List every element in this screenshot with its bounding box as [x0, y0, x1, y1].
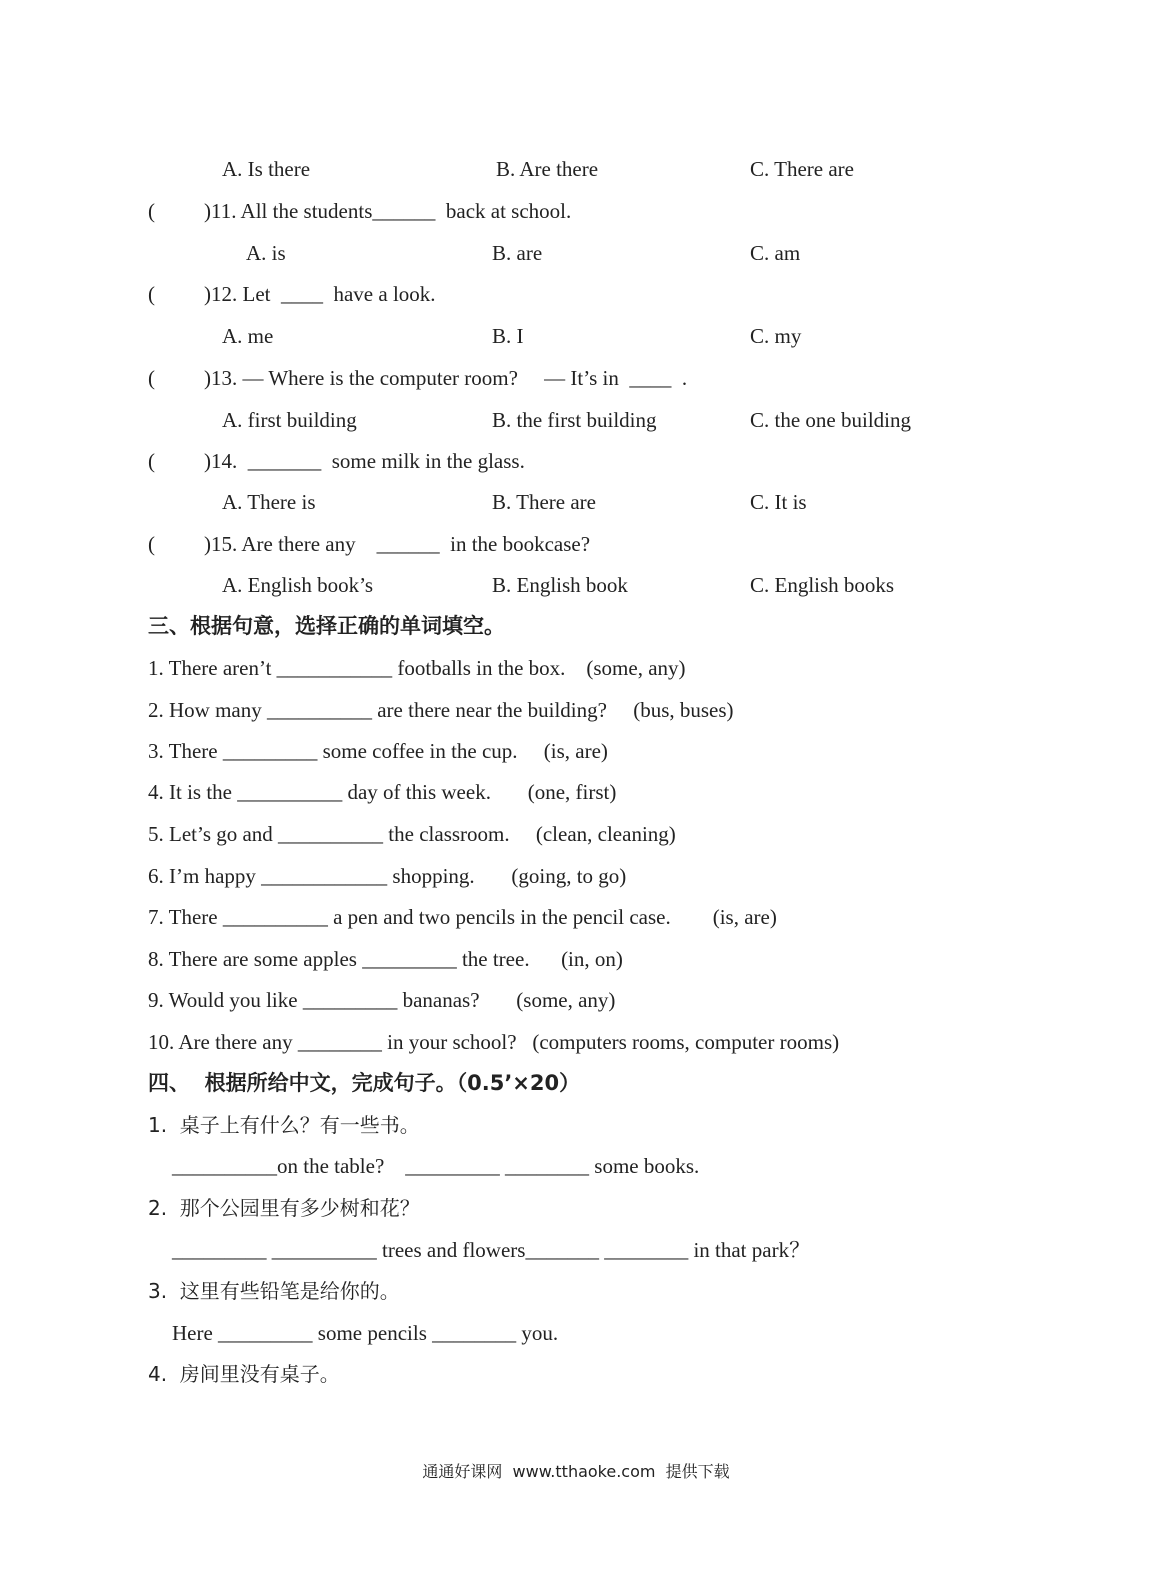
translate-prompt: 1. 桌子上有什么？有一些书。: [148, 1113, 420, 1137]
question-stem: )12. Let ____ have a look.: [204, 282, 436, 306]
translate-prompt: 2. 那个公园里有多少树和花？: [148, 1196, 420, 1220]
footer-credit: 通通好课网 www.tthaoke.com 提供下载: [422, 1462, 730, 1481]
fill-item: 8. There are some apples _________ the tree. (in, on): [148, 947, 623, 971]
option-c: C. It is: [750, 490, 807, 514]
translate-answer-line: _________ __________ trees and flowers_______ ________ in that park？: [172, 1238, 811, 1262]
question-stem: )11. All the students______ back at school.: [204, 199, 572, 223]
q10-option-a: A. Is there: [222, 157, 311, 181]
option-a: A. first building: [222, 408, 357, 432]
question-stem: )13. — Where is the computer room? — It’s in ____ .: [204, 366, 688, 390]
fill-item: 3. There _________ some coffee in the cup. (is, are): [148, 739, 608, 763]
answer-paren: (: [148, 532, 155, 556]
fill-item: 6. I’m happy ____________ shopping. (going, to go): [148, 864, 627, 888]
fill-item: 9. Would you like _________ bananas? (some, any): [148, 988, 616, 1012]
section-4-heading: 四、 根据所给中文，完成句子。（0.5’×20）: [148, 1071, 581, 1095]
option-c: C. English books: [750, 573, 895, 597]
option-c: C. am: [750, 241, 801, 265]
fill-item: 2. How many __________ are there near the building? (bus, buses): [148, 698, 734, 722]
fill-item: 1. There aren’t ___________ footballs in the box. (some, any): [148, 656, 686, 680]
option-a: A. is: [246, 241, 286, 265]
option-a: A. There is: [222, 490, 316, 514]
translate-answer-line: Here _________ some pencils ________ you.: [172, 1321, 559, 1345]
option-b: B. the first building: [492, 408, 657, 432]
option-b: B. are: [492, 241, 543, 265]
option-c: C. my: [750, 324, 802, 348]
option-b: B. English book: [492, 573, 628, 597]
question-stem: )15. Are there any ______ in the bookcase?: [204, 532, 591, 556]
answer-paren: (: [148, 282, 155, 306]
answer-paren: (: [148, 366, 155, 390]
option-b: B. There are: [492, 490, 596, 514]
q10-option-c: C. There are: [750, 157, 854, 181]
translate-prompt: 4. 房间里没有桌子。: [148, 1362, 340, 1386]
answer-paren: (: [148, 449, 155, 473]
option-a: A. me: [222, 324, 274, 348]
question-stem: )14. _______ some milk in the glass.: [204, 449, 525, 473]
translate-prompt: 3. 这里有些铅笔是给你的。: [148, 1279, 400, 1303]
translate-answer-line: __________on the table? _________ ________ some books.: [172, 1154, 700, 1178]
option-a: A. English book’s: [222, 573, 374, 597]
fill-item: 10. Are there any ________ in your school? (computers rooms, computer rooms): [148, 1030, 840, 1054]
answer-paren: (: [148, 199, 155, 223]
fill-item: 4. It is the __________ day of this week. (one, first): [148, 780, 617, 804]
fill-item: 5. Let’s go and __________ the classroom. (clean, cleaning): [148, 822, 676, 846]
option-c: C. the one building: [750, 408, 911, 432]
section-3-heading: 三、根据句意，选择正确的单词填空。: [148, 614, 505, 638]
q10-option-b: B. Are there: [496, 157, 599, 181]
option-b: B. I: [492, 324, 524, 348]
fill-item: 7. There __________ a pen and two pencils in the pencil case. (is, are): [148, 905, 777, 929]
